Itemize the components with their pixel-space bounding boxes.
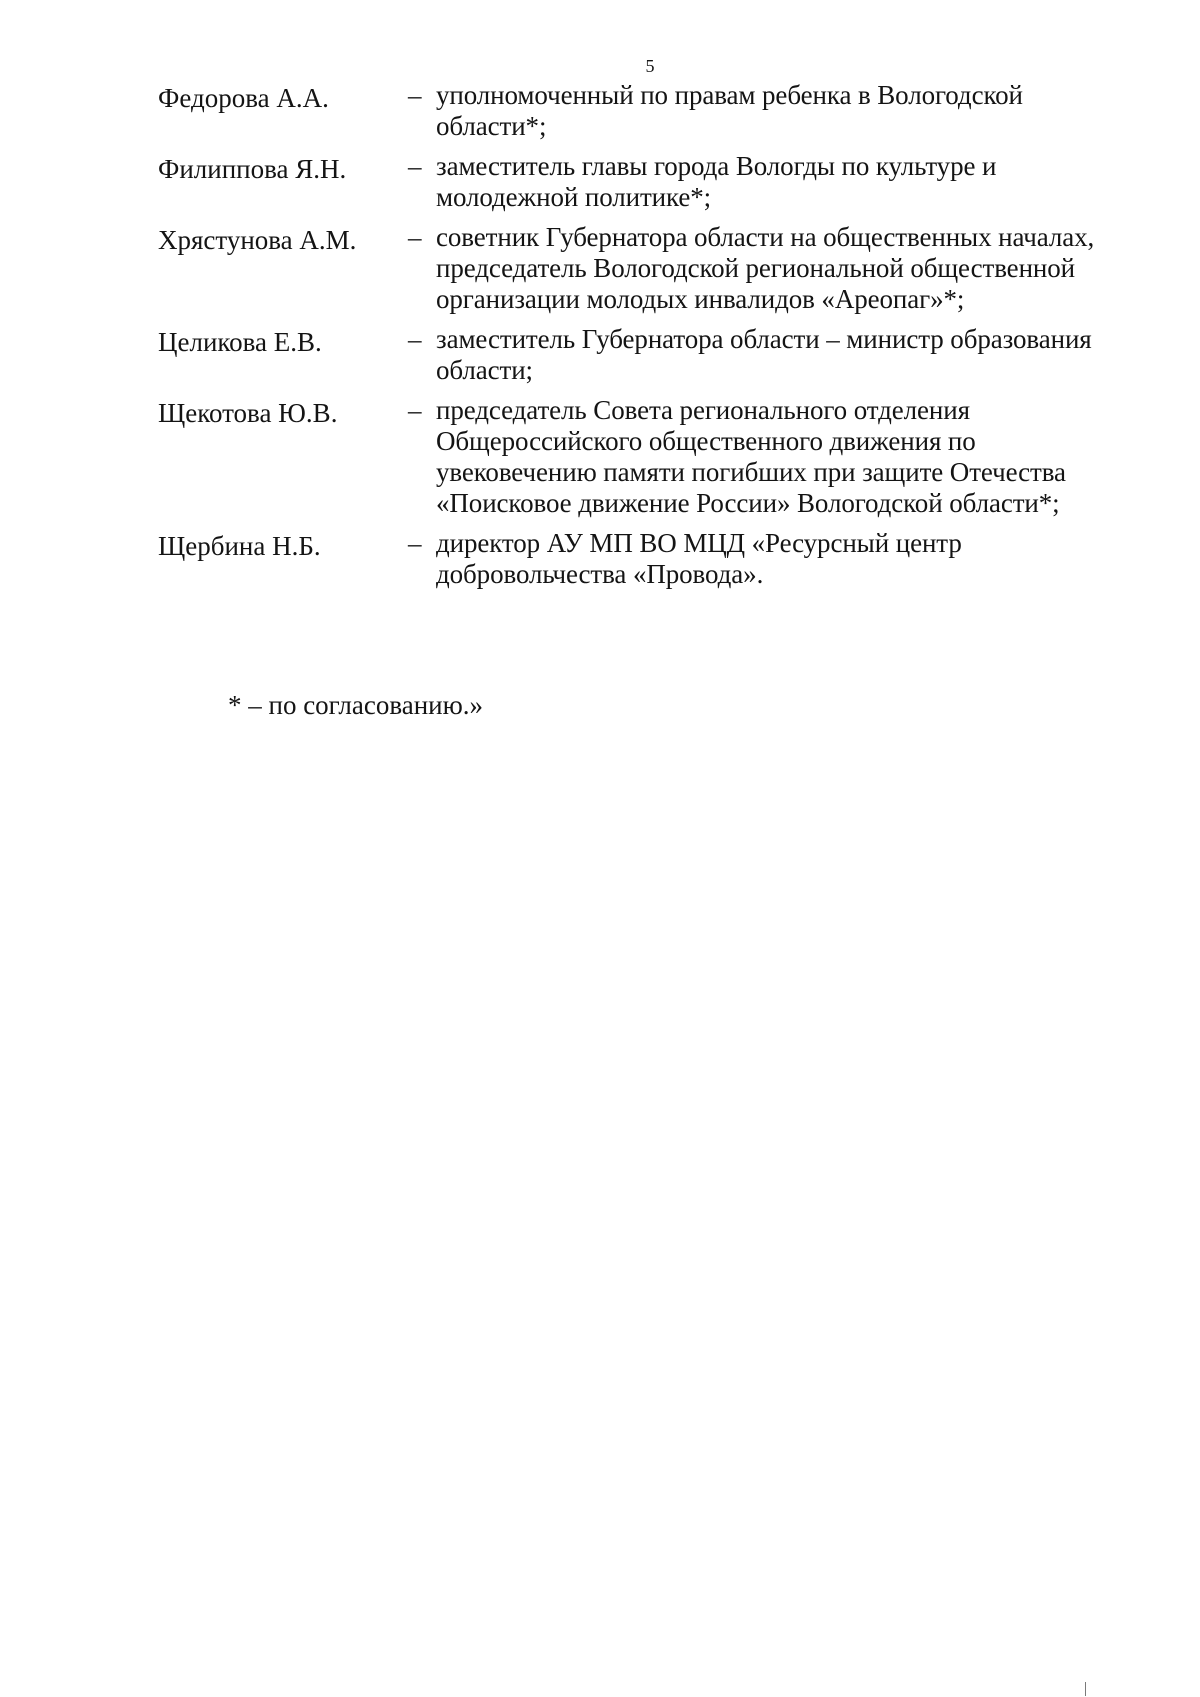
member-row xyxy=(158,324,1148,386)
footnote: * – по согласованию.» xyxy=(228,690,484,720)
member-row xyxy=(158,222,1148,315)
member-role: директор АУ МП ВО МЦД «Ресурсный центр добровольчества «Провода». xyxy=(436,528,962,589)
member-name: Филиппова Я.Н. xyxy=(158,154,347,184)
member-role: заместитель Губернатора области – министр образования области; xyxy=(436,324,1092,385)
page-number: 5 xyxy=(645,56,655,76)
member-dash: – xyxy=(408,324,422,354)
member-role: советник Губернатора области на общественных началах, председатель Вологодской региональной общественной организации молодых инвалидов «Ареопаг»*; xyxy=(436,222,1095,314)
member-dash: – xyxy=(408,151,422,181)
member-dash: – xyxy=(408,528,422,558)
member-name: Целикова Е.В. xyxy=(158,327,322,357)
member-role: заместитель главы города Вологды по культуре и молодежной политике*; xyxy=(436,151,997,212)
member-role: председатель Совета регионального отделения Общероссийского общественного движения по увековечению памяти погибших при защите Отечества «Поисковое движение России» Вологодской области*; xyxy=(436,395,1066,518)
members-list xyxy=(158,80,1148,599)
member-dash: – xyxy=(408,80,422,110)
member-name: Федорова А.А. xyxy=(158,83,329,113)
member-row xyxy=(158,528,1148,590)
member-role: уполномоченный по правам ребенка в Вологодской области*; xyxy=(436,80,1023,141)
member-dash: – xyxy=(408,222,422,252)
member-dash: – xyxy=(408,395,422,425)
member-row xyxy=(158,80,1148,142)
member-name: Хрястунова А.М. xyxy=(158,225,357,255)
scan-edge-mark xyxy=(1085,1682,1086,1696)
member-row xyxy=(158,151,1148,213)
member-name: Щекотова Ю.В. xyxy=(158,398,338,428)
member-row xyxy=(158,395,1148,519)
member-name: Щербина Н.Б. xyxy=(158,531,321,561)
